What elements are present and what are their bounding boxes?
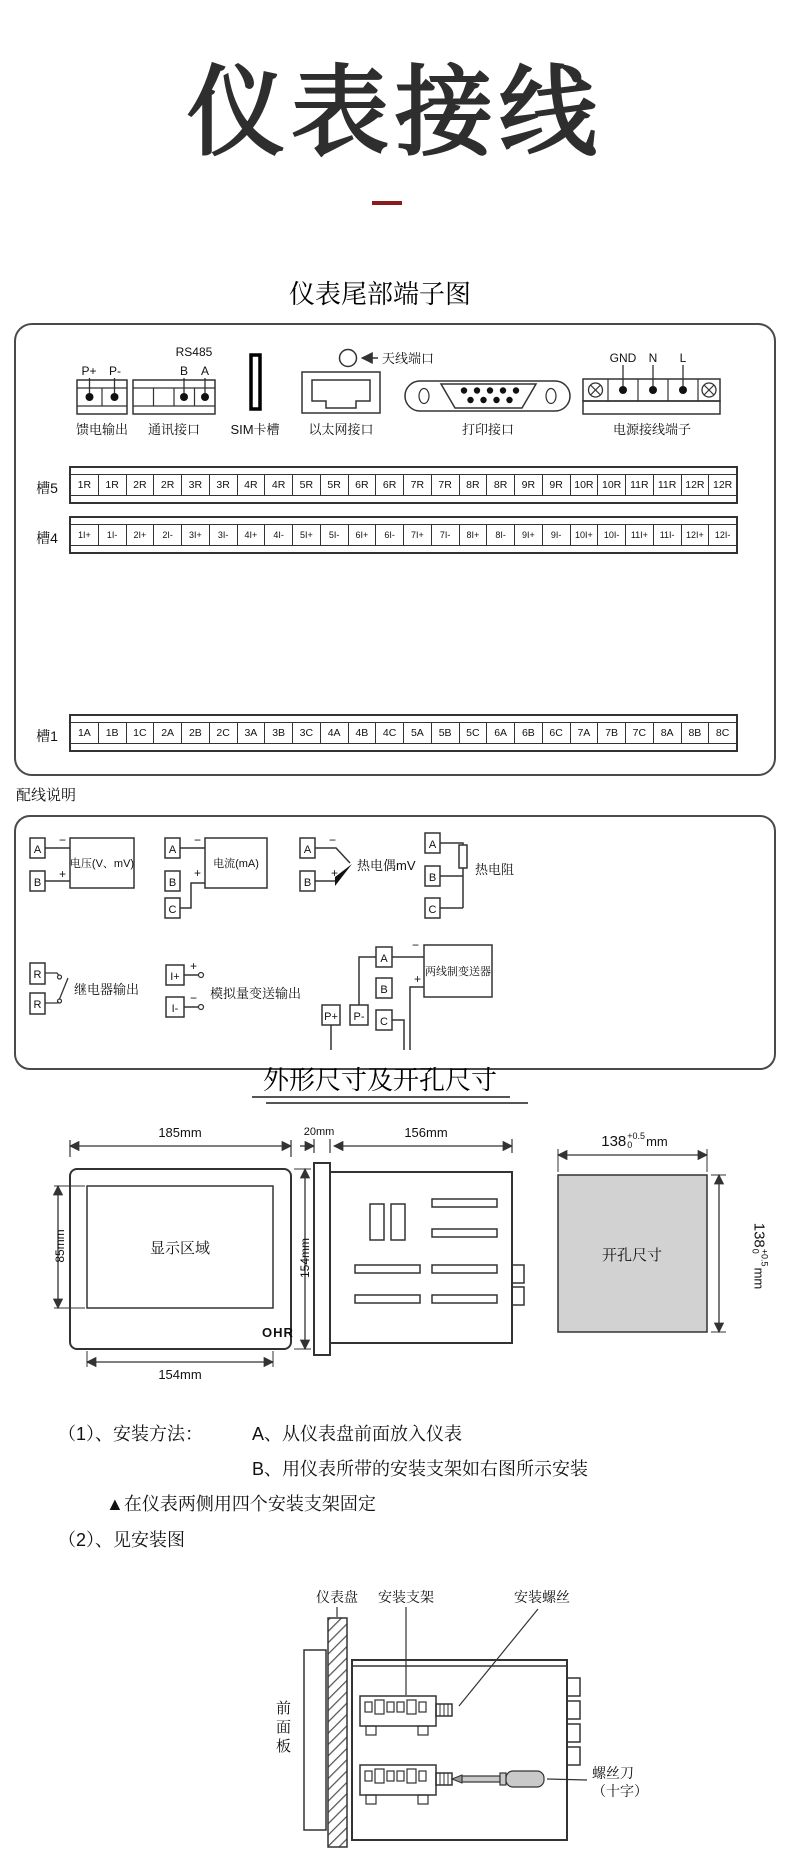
slot4-terminal-strip bbox=[69, 516, 738, 554]
cutout-width-dim bbox=[567, 1130, 702, 1152]
wiring-diagrams bbox=[14, 815, 776, 1070]
relay-label: 继电器输出 bbox=[74, 982, 140, 997]
terminal-section-heading: 仪表尾部端子图 bbox=[288, 279, 471, 309]
printer-port-label: 打印接口 bbox=[461, 422, 515, 437]
terminal-a: A bbox=[380, 953, 388, 965]
terminal-cell: 4R bbox=[238, 475, 266, 495]
terminal-cell: 10R bbox=[598, 475, 626, 495]
terminal-cell: 12I+ bbox=[682, 525, 710, 545]
power-terminal-connector bbox=[583, 351, 720, 437]
front-height-dim: 154mm bbox=[298, 1238, 312, 1279]
antenna-port-label: 天线端口 bbox=[382, 351, 435, 366]
terminal-cell: 10R bbox=[571, 475, 599, 495]
analog-output-wiring-diagram bbox=[166, 959, 301, 1017]
terminal-cell: 2R bbox=[127, 475, 155, 495]
voltage-wiring-diagram bbox=[30, 833, 134, 891]
terminal-cell: 5C bbox=[460, 723, 488, 743]
slot5-name: 槽5 bbox=[36, 480, 58, 496]
terminal-cell: 1A bbox=[71, 723, 99, 743]
terminal-cell: 5A bbox=[404, 723, 432, 743]
display-height-dim: 85mm bbox=[53, 1229, 67, 1263]
heading-underline bbox=[252, 1096, 510, 1098]
slot5-terminal-strip bbox=[69, 466, 738, 504]
install-step2: （2）、见安装图 bbox=[58, 1530, 186, 1550]
rtd-wiring-diagram bbox=[425, 833, 514, 918]
dim-value: 138 bbox=[751, 1222, 768, 1248]
terminal-cell: 3R bbox=[182, 475, 210, 495]
slot4-cells bbox=[71, 525, 736, 545]
terminal-cell: 8A bbox=[654, 723, 682, 743]
minus-sign: − bbox=[59, 833, 67, 847]
front-width-dim: 185mm bbox=[158, 1125, 202, 1140]
mounting-bracket-bottom bbox=[360, 1765, 452, 1804]
terminal-cell: 5R bbox=[321, 475, 349, 495]
terminal-cell: 7I+ bbox=[404, 525, 432, 545]
terminal-c: C bbox=[168, 904, 177, 916]
front-panel-label: 前面板 bbox=[274, 1700, 291, 1757]
switch-icon bbox=[60, 978, 69, 999]
terminal-cell: 4C bbox=[376, 723, 404, 743]
comm-pin-a: A bbox=[200, 364, 210, 378]
terminal-cell: 5R bbox=[293, 475, 321, 495]
thermocouple-label: 热电偶mV bbox=[357, 858, 416, 873]
install-diagram bbox=[14, 1560, 776, 1852]
minus-sign: − bbox=[329, 833, 337, 847]
minus-sign: − bbox=[412, 938, 420, 952]
terminal-cell: 10I- bbox=[598, 525, 626, 545]
dimension-section-heading: 外形尺寸及开孔尺寸 bbox=[262, 1065, 497, 1095]
page-title: 仪表接线 bbox=[186, 57, 603, 167]
terminal-cell: 2R bbox=[154, 475, 182, 495]
front-bottom-dim: 154mm bbox=[158, 1367, 202, 1382]
terminal-cell: 8C bbox=[715, 727, 730, 739]
antenna-port-icon bbox=[340, 350, 357, 367]
screwdriver-label: 螺丝刀 bbox=[592, 1765, 634, 1781]
power-pin-gnd: GND bbox=[609, 351, 637, 365]
terminal-a: A bbox=[303, 844, 312, 856]
terminal-cell: 3I+ bbox=[182, 525, 210, 545]
bezel-depth-dim: 20mm bbox=[303, 1126, 335, 1138]
terminal-r1: R bbox=[33, 969, 42, 981]
terminal-cell: 12R bbox=[712, 479, 733, 491]
terminal-r2: R bbox=[33, 999, 42, 1011]
terminal-cell: 9I- bbox=[543, 525, 571, 545]
terminal-cell: 5B bbox=[432, 723, 460, 743]
tol-upper: +0.5 bbox=[759, 1248, 770, 1267]
terminal-cell: 5I- bbox=[321, 525, 349, 545]
feed-output-label: 馈电输出 bbox=[75, 422, 129, 437]
sim-slot-label: SIM卡槽 bbox=[230, 422, 280, 437]
install-step1-label: （1）、安装方法： bbox=[58, 1424, 204, 1444]
terminal-cell: 3R bbox=[210, 475, 238, 495]
terminal-cell: 12I- bbox=[714, 530, 731, 540]
screwdriver-icon bbox=[452, 1771, 544, 1787]
terminal-cell: 2I+ bbox=[127, 525, 155, 545]
wiring-section-heading: 配线说明 bbox=[16, 787, 77, 804]
terminal-cell: 11R bbox=[626, 475, 654, 495]
current-wiring-diagram bbox=[165, 833, 267, 918]
strip-band bbox=[71, 743, 736, 750]
front-panel-bar bbox=[304, 1650, 326, 1830]
terminal-cell: 6I- bbox=[376, 525, 404, 545]
terminal-cell: 12R bbox=[682, 475, 710, 495]
terminal-cell: 1R bbox=[99, 475, 127, 495]
terminal-cell: 4I+ bbox=[238, 525, 266, 545]
comm-port-label: 通讯接口 bbox=[147, 422, 201, 437]
terminal-cell: 7I- bbox=[432, 525, 460, 545]
tol-upper: +0.5 bbox=[627, 1131, 646, 1141]
terminal-a: A bbox=[168, 844, 177, 856]
display-area-label: 显示区域 bbox=[149, 1240, 211, 1257]
terminal-b: B bbox=[168, 877, 177, 889]
dim-unit: mm bbox=[752, 1267, 767, 1290]
strip-band bbox=[71, 495, 736, 502]
dim-value: 138 bbox=[601, 1132, 627, 1150]
feed-pin-plus: P+ bbox=[81, 364, 97, 378]
install-step1a: A、从仪表盘前面放入仪表 bbox=[252, 1424, 463, 1444]
panel-label: 仪表盘 bbox=[316, 1589, 358, 1605]
terminal-cell: 1I- bbox=[99, 525, 127, 545]
tol-lower: 0 bbox=[750, 1248, 761, 1254]
dim-tolerance bbox=[751, 1249, 769, 1267]
terminal-cell: 6C bbox=[543, 723, 571, 743]
terminal-cell: 9I+ bbox=[515, 525, 543, 545]
plus-sign: + bbox=[194, 866, 202, 880]
brand-logo: OHR bbox=[262, 1325, 294, 1340]
relay-wiring-diagram bbox=[30, 963, 139, 1014]
plus-sign: + bbox=[414, 972, 422, 986]
terminal-cell: 5I+ bbox=[293, 525, 321, 545]
terminal-cell: 10I+ bbox=[571, 525, 599, 545]
slot1-cells bbox=[71, 723, 736, 743]
terminal-b: B bbox=[33, 877, 42, 889]
ethernet-connector bbox=[302, 372, 380, 437]
terminal-p-plus: P+ bbox=[324, 1011, 338, 1023]
terminal-i-plus: I+ bbox=[170, 971, 180, 983]
rtd-label: 热电阻 bbox=[475, 862, 515, 877]
heading-underline bbox=[266, 1102, 528, 1104]
terminal-cell: 3I- bbox=[210, 525, 238, 545]
terminal-cell: 11R bbox=[654, 475, 682, 495]
terminal-cell: 2A bbox=[154, 723, 182, 743]
terminal-cell: 9R bbox=[515, 475, 543, 495]
terminal-cell: 6A bbox=[487, 723, 515, 743]
rs485-label: RS485 bbox=[175, 345, 213, 359]
feed-output-connector bbox=[76, 364, 128, 437]
mounting-screw-icon bbox=[436, 1773, 452, 1785]
terminal-cell: 7R bbox=[432, 475, 460, 495]
terminal-cell: 7R bbox=[404, 475, 432, 495]
minus-sign: − bbox=[194, 833, 202, 847]
ethernet-label: 以太网接口 bbox=[308, 422, 374, 437]
terminal-cell: 7B bbox=[598, 723, 626, 743]
slot1-name: 槽1 bbox=[36, 728, 58, 744]
strip-band bbox=[71, 545, 736, 552]
terminal-cell: 3C bbox=[293, 723, 321, 743]
terminal-cell: 1C bbox=[127, 723, 155, 743]
dim-unit: mm bbox=[646, 1133, 668, 1149]
rj45-icon bbox=[312, 380, 370, 408]
terminal-cell: 1I+ bbox=[71, 525, 99, 545]
bracket-label: 安装支架 bbox=[378, 1589, 434, 1605]
comm-port-connector bbox=[133, 345, 215, 437]
terminal-cell: 8R bbox=[460, 475, 488, 495]
terminal-cell: 4A bbox=[321, 723, 349, 743]
slot1-terminal-strip bbox=[69, 714, 738, 752]
dimension-drawings bbox=[14, 1115, 776, 1387]
terminal-cell: 4R bbox=[265, 475, 293, 495]
plus-sign: + bbox=[190, 959, 198, 973]
voltage-label: 电压(V、mV) bbox=[69, 858, 135, 870]
antenna-port bbox=[340, 350, 435, 367]
cutout-label: 开孔尺寸 bbox=[601, 1247, 663, 1264]
terminal-cell: 7A bbox=[571, 723, 599, 743]
slot4-name: 槽4 bbox=[36, 530, 58, 546]
terminal-cell: 11I+ bbox=[626, 525, 654, 545]
cutout-height-dim bbox=[749, 1189, 771, 1324]
terminal-cell: 3B bbox=[265, 723, 293, 743]
terminal-cell: 4B bbox=[349, 723, 377, 743]
terminal-a: A bbox=[428, 839, 437, 851]
terminal-cell: 8I- bbox=[487, 525, 515, 545]
strip-band bbox=[71, 468, 736, 475]
terminal-cell: 2C bbox=[210, 723, 238, 743]
analog-output-label: 模拟量变送输出 bbox=[210, 986, 302, 1001]
terminal-cell: 8I+ bbox=[460, 525, 488, 545]
feed-pin-minus: P- bbox=[109, 364, 121, 378]
strip-band bbox=[71, 716, 736, 723]
terminal-cell: 2B bbox=[182, 723, 210, 743]
terminal-cell: 3A bbox=[238, 723, 266, 743]
comm-pin-b: B bbox=[179, 364, 189, 378]
dim-tolerance bbox=[627, 1132, 645, 1150]
terminal-cell: 2I- bbox=[154, 525, 182, 545]
terminal-i-minus: I- bbox=[171, 1003, 179, 1015]
printer-connector bbox=[405, 381, 570, 437]
terminal-b: B bbox=[303, 877, 312, 889]
two-wire-label: 两线制变送器 bbox=[425, 966, 491, 978]
mounting-screw-icon bbox=[436, 1704, 452, 1716]
side-view-drawing bbox=[300, 1125, 524, 1355]
terminal-p-minus: P- bbox=[353, 1011, 365, 1023]
terminal-cell: 8B bbox=[682, 723, 710, 743]
two-wire-transmitter-diagram bbox=[322, 938, 492, 1050]
terminal-cell: 8R bbox=[487, 475, 515, 495]
terminal-cell: 6R bbox=[349, 475, 377, 495]
body-depth-dim: 156mm bbox=[404, 1125, 448, 1140]
screw-label: 安装螺丝 bbox=[514, 1589, 570, 1605]
terminal-cell: 6B bbox=[515, 723, 543, 743]
slot5-cells bbox=[71, 475, 736, 495]
plus-sign: + bbox=[59, 867, 67, 881]
terminal-cell: 6R bbox=[376, 475, 404, 495]
terminal-cell: 11I- bbox=[654, 525, 682, 545]
terminal-b: B bbox=[380, 984, 388, 996]
resistor-icon bbox=[459, 845, 467, 868]
terminal-b: B bbox=[428, 872, 437, 884]
install-note: ▲在仪表两侧用四个安装支架固定 bbox=[106, 1494, 376, 1514]
power-pin-n: N bbox=[648, 351, 658, 365]
terminal-cell: 7C bbox=[626, 723, 654, 743]
cutout-drawing bbox=[558, 1149, 726, 1332]
thermocouple-wiring-diagram bbox=[300, 833, 416, 891]
terminal-c: C bbox=[380, 1016, 388, 1028]
plus-sign: + bbox=[331, 866, 339, 880]
terminal-c: C bbox=[428, 904, 437, 916]
terminal-a: A bbox=[33, 844, 42, 856]
terminal-cell: 4I- bbox=[265, 525, 293, 545]
panel-hatched-bar bbox=[328, 1618, 347, 1847]
sim-slot bbox=[230, 355, 279, 437]
minus-sign: − bbox=[190, 991, 198, 1005]
terminal-cell: 9R bbox=[543, 475, 571, 495]
title-divider bbox=[372, 201, 402, 205]
install-step1b: B、用仪表所带的安装支架如右图所示安装 bbox=[252, 1459, 589, 1479]
tol-lower: 0 bbox=[627, 1140, 633, 1150]
screwdriver-sublabel: （十字） bbox=[592, 1783, 648, 1799]
terminal-cell: 6I+ bbox=[349, 525, 377, 545]
power-pin-l: L bbox=[679, 351, 687, 365]
instrument-body bbox=[352, 1660, 580, 1840]
power-terminal-label: 电源接线端子 bbox=[612, 422, 692, 437]
front-view-drawing bbox=[54, 1125, 311, 1382]
rear-connectors-drawing bbox=[14, 323, 776, 455]
terminal-cell: 1R bbox=[71, 475, 99, 495]
terminal-cell: 1B bbox=[99, 723, 127, 743]
current-label: 电流(mA) bbox=[213, 858, 259, 870]
strip-band bbox=[71, 518, 736, 525]
mounting-bracket-top bbox=[360, 1696, 452, 1735]
